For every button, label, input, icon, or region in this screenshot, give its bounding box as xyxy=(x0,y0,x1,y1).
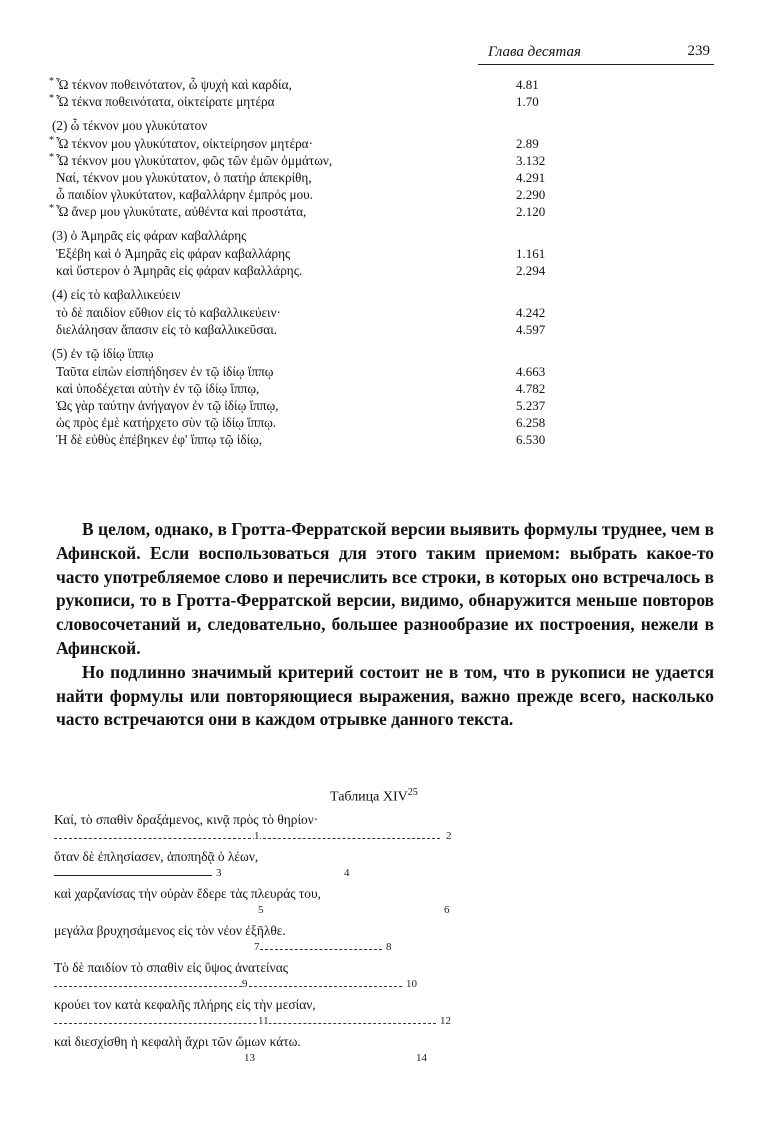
segment-number: 3 xyxy=(216,867,222,879)
caesura-rule xyxy=(54,1023,436,1024)
caesura-rule xyxy=(54,986,402,987)
line-reference: 2.120 xyxy=(516,204,546,219)
formula-text: Ὦ τέκνον μου γλυκύτατον, φῶς τῶν ἐμῶν ὀμμάτων, xyxy=(56,153,333,168)
asterisk-mark: * xyxy=(49,152,54,163)
formula-row xyxy=(52,380,612,397)
line-reference: 5.237 xyxy=(516,398,546,413)
formula-row xyxy=(52,363,612,380)
formula-text: Ἐξέβη καὶ ὁ Ἀμηρᾶς εἰς φάραν καβαλλάρης xyxy=(56,246,291,261)
scansion-line xyxy=(54,923,474,960)
formula-row xyxy=(52,262,612,279)
formula-row xyxy=(52,245,612,262)
formula-text: Ὦ τέκνα ποθεινότατα, οἰκτείρατε μητέρα xyxy=(56,94,275,109)
line-reference: 6.530 xyxy=(516,432,546,447)
formula-text: Ὦ τέκνον μου γλυκύτατον, οἰκτείρησον μητέρα· xyxy=(56,136,313,151)
line-reference: 2.290 xyxy=(516,187,546,202)
formula-text: διελάλησαν ἅπασιν εἰς τὸ καβαλλικεῦσαι. xyxy=(56,322,278,337)
formula-group-heading: (2) ὦ τέκνον μου γλυκύτατον xyxy=(52,118,208,133)
formula-table xyxy=(49,76,612,455)
segment-number: 9 xyxy=(242,978,248,990)
page-number: 239 xyxy=(687,43,710,59)
formula-group xyxy=(52,286,612,338)
formula-row xyxy=(49,152,612,169)
segment-number: 10 xyxy=(406,978,417,990)
verse-text: Τὸ δὲ παιδίον τὸ σπαθὶν εἰς ὕψος ἀνατείνας xyxy=(54,960,289,975)
formula-row xyxy=(52,414,612,431)
formula-row xyxy=(52,321,612,338)
verse-text: κρούει τον κατὰ κεφαλῆς πλήρης εἰς τὴν μεσίαν, xyxy=(54,997,316,1012)
line-reference: 4.291 xyxy=(516,170,546,185)
caesura-rule xyxy=(54,838,440,839)
formula-text: Ὦ ἄνερ μου γλυκύτατε, αὐθέντα καὶ προστάτα, xyxy=(56,204,307,219)
segment-number: 8 xyxy=(386,941,392,953)
segment-number: 6 xyxy=(444,904,450,916)
segment-number: 2 xyxy=(446,830,452,842)
asterisk-mark: * xyxy=(49,203,54,214)
formula-text: Ἡ δὲ εὐθὺς ἐπέβηκεν ἐφ' ἵππῳ τῷ ἰδίῳ, xyxy=(56,432,263,447)
scansion-line xyxy=(54,849,474,886)
scansion-line xyxy=(54,997,474,1034)
formula-text: Ὡς γὰρ ταύτην ἀνήγαγον ἐν τῷ ἰδίῳ ἵππῳ, xyxy=(56,398,279,413)
scansion-line xyxy=(54,1034,474,1071)
formula-row xyxy=(52,304,612,321)
scansion-table xyxy=(54,812,474,1071)
scansion-line xyxy=(54,960,474,997)
segment-number: 14 xyxy=(416,1052,427,1064)
formula-row xyxy=(52,169,612,186)
line-reference: 4.242 xyxy=(516,305,546,320)
formula-row xyxy=(52,431,612,448)
table-caption xyxy=(330,787,418,806)
footnote-ref: 25 xyxy=(407,787,418,798)
caesura-rule xyxy=(260,949,382,950)
verse-text: Καί, τὸ σπαθὶν δραξάμενος, κινᾷ πρὸς τὸ θηρίον· xyxy=(54,812,319,827)
segment-number: 5 xyxy=(258,904,264,916)
line-reference: 4.663 xyxy=(516,364,546,379)
line-reference: 1.70 xyxy=(516,94,539,109)
asterisk-mark: * xyxy=(49,76,54,87)
formula-text: Ὦ τέκνον ποθεινότατον, ὦ ψυχὴ καὶ καρδία, xyxy=(56,77,292,92)
line-reference: 4.782 xyxy=(516,381,546,396)
formula-group xyxy=(52,345,612,448)
line-reference: 3.132 xyxy=(516,153,546,168)
segment-number: 4 xyxy=(344,867,350,879)
formula-group-heading: (3) ὁ Ἀμηρᾶς εἰς φάραν καβαλλάρης xyxy=(52,228,247,243)
formula-text: Ναί, τέκνον μου γλυκύτατον, ὁ πατὴρ ἀπεκρίθη, xyxy=(56,170,312,185)
formula-group-heading: (4) εἰς τὸ καβαλλικεύειν xyxy=(52,287,181,302)
line-reference: 2.294 xyxy=(516,263,546,278)
formula-group xyxy=(49,76,612,110)
formula-text: ὡς πρὸς ἐμὲ κατήρχετο σὺν τῷ ἰδίῳ ἵππῳ. xyxy=(56,415,277,430)
paragraph: В целом, однако, в Гротта-Ферратской версии выявить формулы труднее, чем в Афинской. Если воспользоваться для этого таким приемом: выбрать какое-то часто употребляемое слово и перечислить все строки, в которых оно встречалось в рукописи, то в Гротта-Ферратской версии, видимо, обнаружится меньше повторов словосочетаний и, следовательно, большее разнообразие их построения, нежели в Афинской. xyxy=(56,519,714,658)
asterisk-mark: * xyxy=(49,93,54,104)
verse-text: καὶ διεσχίσθη ἡ κεφαλὴ ἄχρι τῶν ὤμων κάτω. xyxy=(54,1034,301,1049)
line-reference: 4.81 xyxy=(516,77,539,92)
formula-row xyxy=(49,93,612,110)
formula-row xyxy=(52,397,612,414)
formula-group xyxy=(49,117,612,220)
line-reference: 1.161 xyxy=(516,246,546,261)
formula-group-heading: (5) ἐν τῷ ἰδίῳ ἵππῳ xyxy=(52,346,154,361)
formula-row xyxy=(49,76,612,93)
line-reference: 4.597 xyxy=(516,322,546,337)
formula-text: ὦ παιδίον γλυκύτατον, καβαλλάρην ἐμπρός μου. xyxy=(56,187,313,202)
caesura-rule xyxy=(54,875,212,876)
verse-text: καὶ χαρζανίσας τὴν οὐρὰν ἔδερε τὰς πλευράς του, xyxy=(54,886,321,901)
segment-number: 12 xyxy=(440,1015,451,1027)
segment-number: 1 xyxy=(254,830,260,842)
segment-number: 7 xyxy=(254,941,260,953)
segment-number: 11 xyxy=(258,1015,269,1027)
running-header xyxy=(478,42,714,65)
formula-row xyxy=(49,135,612,152)
formula-text: καὶ ὑποδέχεται αὐτὴν ἐν τῷ ἰδίῳ ἵππῳ, xyxy=(56,381,260,396)
body-text xyxy=(56,518,714,732)
line-reference: 2.89 xyxy=(516,136,539,151)
formula-text: τὸ δὲ παιδίον εὔθιον εἰς τὸ καβαλλικεύειν· xyxy=(56,305,281,320)
verse-text: ὅταν δὲ ἐπλησίασεν, ἀποπηδᾷ ὁ λέων, xyxy=(54,849,259,864)
scansion-line xyxy=(54,886,474,923)
verse-text: μεγάλα βρυχησάμενος εἰς τὸν νέον ἐξῆλθε. xyxy=(54,923,286,938)
scansion-line xyxy=(54,812,474,849)
formula-row xyxy=(49,203,612,220)
line-reference: 6.258 xyxy=(516,415,546,430)
asterisk-mark: * xyxy=(49,135,54,146)
table-caption-label: Таблица XIV xyxy=(330,789,408,805)
formula-text: Ταῦτα εἰπὼν εἰσπήδησεν ἐν τῷ ἰδίῳ ἵππῳ xyxy=(56,364,274,379)
segment-number: 13 xyxy=(244,1052,255,1064)
chapter-title: Глава десятая xyxy=(488,44,581,60)
paragraph: Но подлинно значимый критерий состоит не в том, что в рукописи не удается найти формулы или повторяющиеся выражения, важно прежде всего, насколько часто встречаются они в каждом отрывке данного текста. xyxy=(56,661,714,730)
formula-text: καὶ ὕστερον ὁ Ἀμηρᾶς εἰς φάραν καβαλλάρης. xyxy=(56,263,303,278)
formula-group xyxy=(52,227,612,279)
formula-row xyxy=(52,186,612,203)
